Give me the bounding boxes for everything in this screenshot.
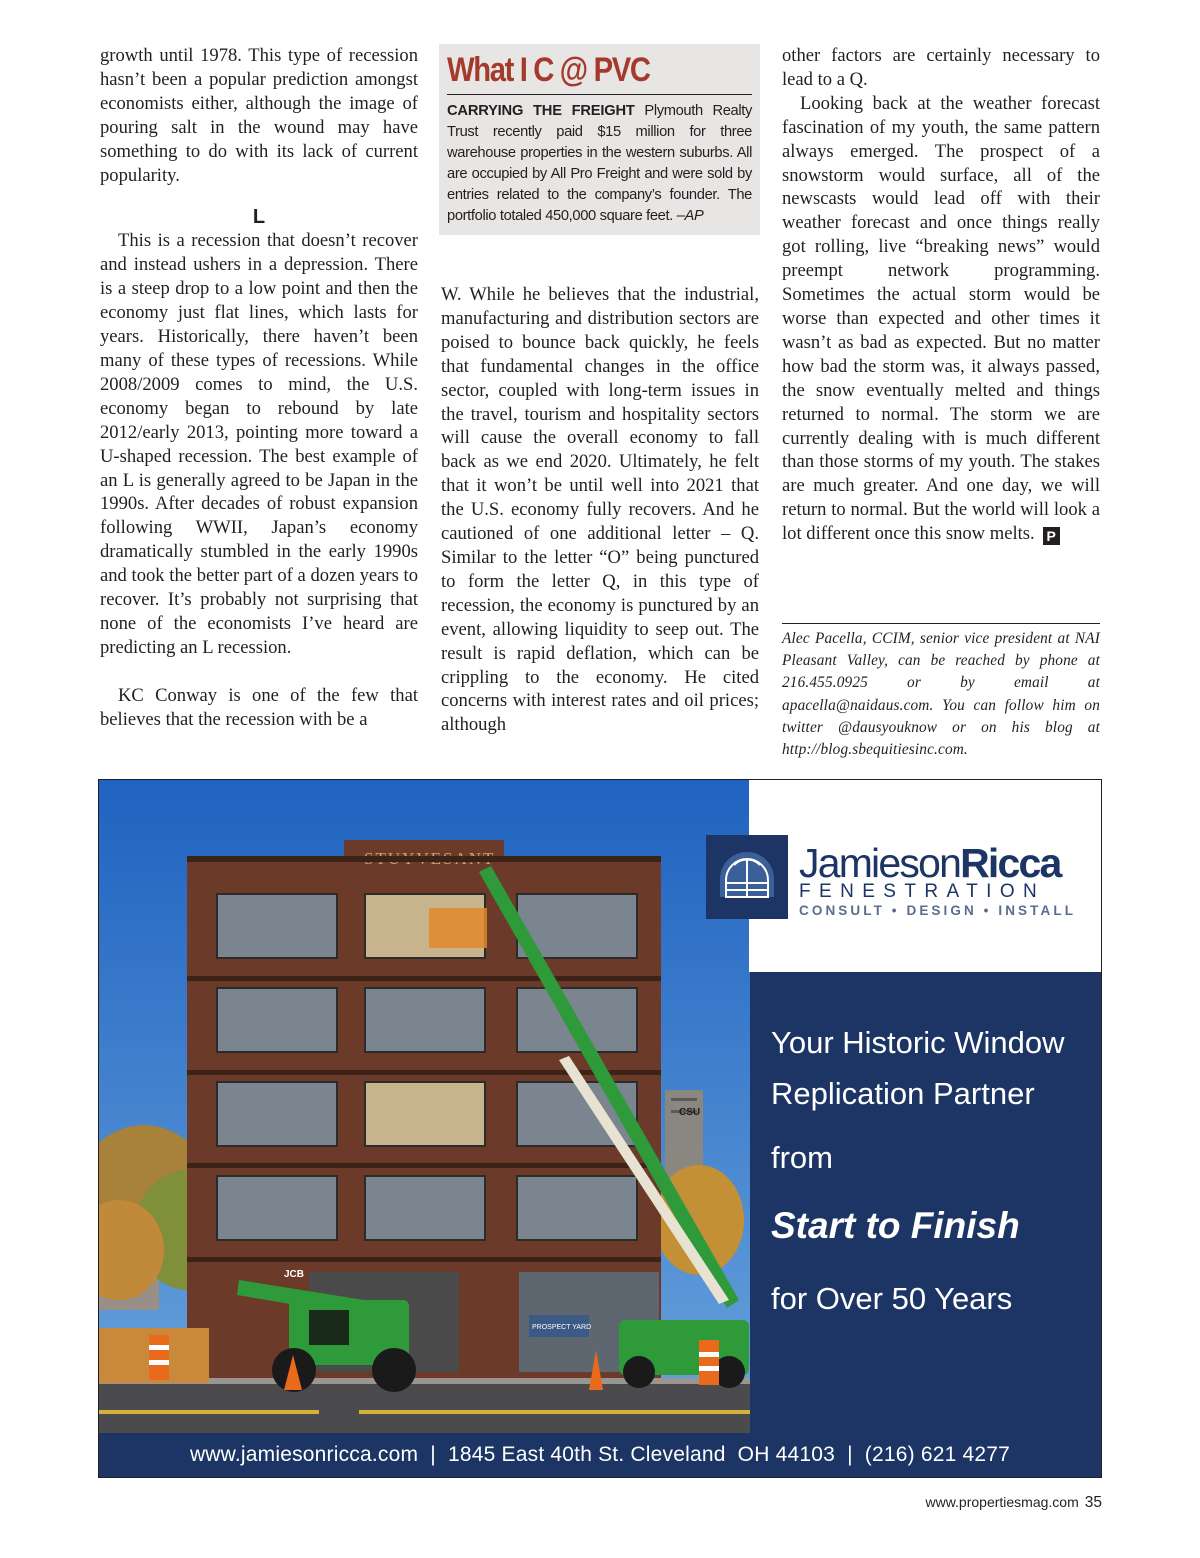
author-bio: Alec Pacella, CCIM, senior vice president at NAI Pleasant Valley, can be reached by phone at 216.455.0925 or by email at apacella@naidaus.com. You can follow him on twitter @dausyouknow or on his blog at http://blog.sbequitiesinc.com.: [782, 630, 1100, 759]
ad-headline-line-5: for Over 50 Years: [771, 1281, 1013, 1316]
end-of-article-mark: P: [1043, 527, 1060, 545]
col3-paragraph-1: other factors are certainly necessary to lead to a Q.: [782, 45, 1100, 90]
arched-window-icon: [706, 835, 788, 919]
sidebar-lead: CARRYING THE FREIGHT: [447, 103, 635, 119]
section-heading-l: L: [252, 206, 266, 229]
col3-paragraph-2-text: Looking back at the weather forecast fascination of my youth, the same pattern always emerged. The prospect of a snowstorm would surface, all of the newscasts would lead off with their weather forecast and once things really got rolling, live “breaking news” would preempt network programming. Sometimes the actual storm would be worse than expected and other times it wasn’t as bad as expected. But no matter how bad the storm was, it always passed, the snow eventually melted and things returned to normal. The storm we are currently dealing with is much different than those storms of my youth. The stakes are much greater. And one day, we will return to normal. But the world will look a lot different once this snow melts.: [782, 92, 1100, 545]
ad-headline-line-3: from: [771, 1140, 833, 1175]
col1-paragraph-1: growth until 1978. This type of recession hasn’t been a popular prediction amongst economists either, although the image of pouring salt in the wound may have something to do with its lack of current popularity.: [100, 45, 418, 186]
magazine-url: www.propertiesmag.com: [925, 1494, 1079, 1510]
sidebar-body: Plymouth Realty Trust recently paid $15 million for three warehouse properties in the western suburbs. All are occupied by All Pro Freight and were sold by entries related to the company’s founder. The portfolio totaled 450,000 square feet.: [447, 103, 753, 224]
col3-paragraph-2: [782, 92, 1100, 546]
sidebar-credit: –AP: [676, 208, 704, 224]
col2-paragraph-1: W. While he believes that the industrial, manufacturing and distribution sectors are poised to bounce back quickly, he feels that fundamental changes in the office sector, coupled with long-term issues in the travel, tourism and hospitality sectors will cause the overall economy to fall back as we end 2020. Ultimately, he felt that it won’t be until well into 2021 that the U.S. economy fully recovers. And he cautioned of one additional letter – Q. Similar to the letter “O” being punctured to form the letter Q, in this type of recession, the economy is punctured by an event, allowing liquidity to seep out. The result is rapid deflation, which can be crippling to the economy. He cited concerns with interest rates and oil prices; although: [441, 284, 759, 736]
ad-contact-footer: www.jamiesonricca.com | 1845 East 40th St. Cleveland OH 44103 | (216) 621 4277: [189, 1443, 1011, 1466]
col1-paragraph-3: KC Conway is one of the few that believes that the recession with be a: [100, 684, 418, 730]
sidebar-divider: [447, 94, 752, 95]
ad-headline-line-4: Start to Finish: [771, 1205, 1020, 1246]
prospect-yard-sign: PROSPECT YARD: [532, 1324, 592, 1331]
building-photo: [99, 780, 750, 1433]
col1-paragraph-2: This is a recession that doesn’t recover and instead ushers in a depression. There is a steep drop to a low point and then the economy just flat lines, which lasts for years. Historically, there haven’t been many of these types of recessions. While 2008/2009 comes to mind, the U.S. economy began to rebound by late 2012/early 2013, pointing more toward a U-shaped recession. The best example of an L is generally agreed to be Japan in the 1990s. After decades of robust expansion following WWII, Japan’s economy dramatically stumbled in the early 1990s and took the better part of a dozen years to recover. It’s probably not surprising that none of the economists I’ve heard are predicting an L recession.: [100, 230, 418, 658]
jcb-logo: JCB: [284, 1269, 305, 1280]
sidebar-box: [439, 44, 760, 235]
article-column-2: [441, 283, 759, 737]
advertisement: [98, 779, 1102, 1478]
sidebar-text: [447, 101, 752, 227]
csu-sign: CSU: [679, 1107, 701, 1118]
brand-name: JamiesonRicca: [799, 840, 1061, 886]
article-column-3: [782, 44, 1100, 546]
ad-headline-line-1: Your Historic Window: [771, 1025, 1065, 1060]
sidebar-title: What I C @ PVC: [447, 51, 650, 89]
page-number: 35: [1084, 1494, 1102, 1511]
bio-divider: [782, 623, 1100, 624]
page-footer: [880, 1494, 1102, 1512]
article-column-1: [100, 44, 418, 731]
brand-subtitle: FENESTRATION: [799, 881, 1046, 902]
ad-headline-line-2: Replication Partner: [771, 1076, 1035, 1111]
brand-tagline: CONSULT • DESIGN • INSTALL: [799, 903, 1077, 918]
